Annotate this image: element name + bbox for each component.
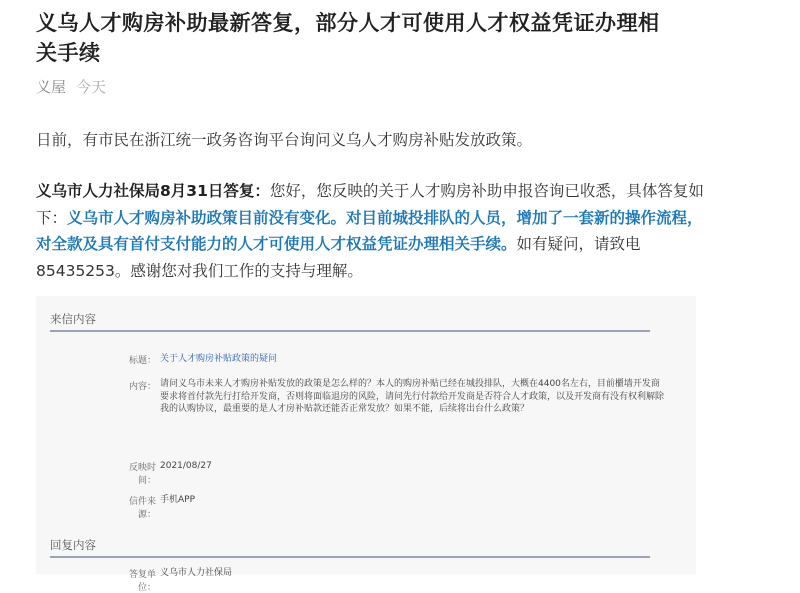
reply-highlight: 义乌市人才购房补助政策目前没有变化。对目前城投排队的人员，增加了一套新的操作流程，对全款及具有首付支付能力的人才可使用人才权益凭证办理相关手续。 (36, 208, 703, 253)
reply-text-2: 如有疑问，请致电85435253。感谢您对我们工作的支持与理解。 (36, 235, 641, 280)
reply-unit-value: 义乌市人力社保局 (160, 568, 233, 578)
source-label: 信件来源： (128, 497, 156, 520)
source-value: 手机APP (160, 495, 196, 505)
article-paragraph-intro: 日前，有市民在浙江统一政务咨询平台询问义乌人才购房补贴发放政策。 (36, 131, 533, 149)
content-label: 内容： (128, 382, 156, 392)
reply-section-title: 回复内容 (50, 538, 96, 552)
subject-value[interactable]: 关于人才购房补贴政策的疑问 (160, 354, 278, 364)
reply-divider (50, 556, 650, 558)
reply-unit-label: 答复单位： (128, 570, 156, 593)
article-meta (36, 76, 106, 97)
incoming-divider (50, 330, 650, 332)
subject-label: 标题： (128, 356, 156, 366)
incoming-section-title: 来信内容 (50, 312, 96, 326)
article-source[interactable]: 义屋 (36, 78, 67, 96)
time-value: 2021/08/27 (160, 461, 212, 471)
article-title: 义乌人才购房补助最新答复，部分人才可使用人才权益凭证办理相关手续 (36, 11, 660, 65)
reply-text-1: 您好，您反映的关于人才购房补助申报咨询已收悉，具体答复如下： (36, 182, 704, 227)
time-label: 反映时间： (128, 463, 156, 486)
reply-lead: 义乌市人力社保局8月31日答复： (36, 182, 270, 200)
article-paragraph-reply (36, 178, 716, 284)
content-value: 请问义乌市未来人才购房补贴发放的政策是怎么样的？本人的购房补贴已经在城投排队，大概在4400名左右，目前櫃墙开发商要求将首付款先行打给开发商，否则将面临退房的风险，请问先行付款给开发商是否符合人才政策，以及开发商有没有权利解除我的认购协议，最重要的是人才房补贴款还能否正常发放？如果不能，后续将出台什么政策？ (160, 379, 665, 414)
letter-screenshot (36, 296, 696, 593)
article-time: 今天 (76, 78, 107, 96)
